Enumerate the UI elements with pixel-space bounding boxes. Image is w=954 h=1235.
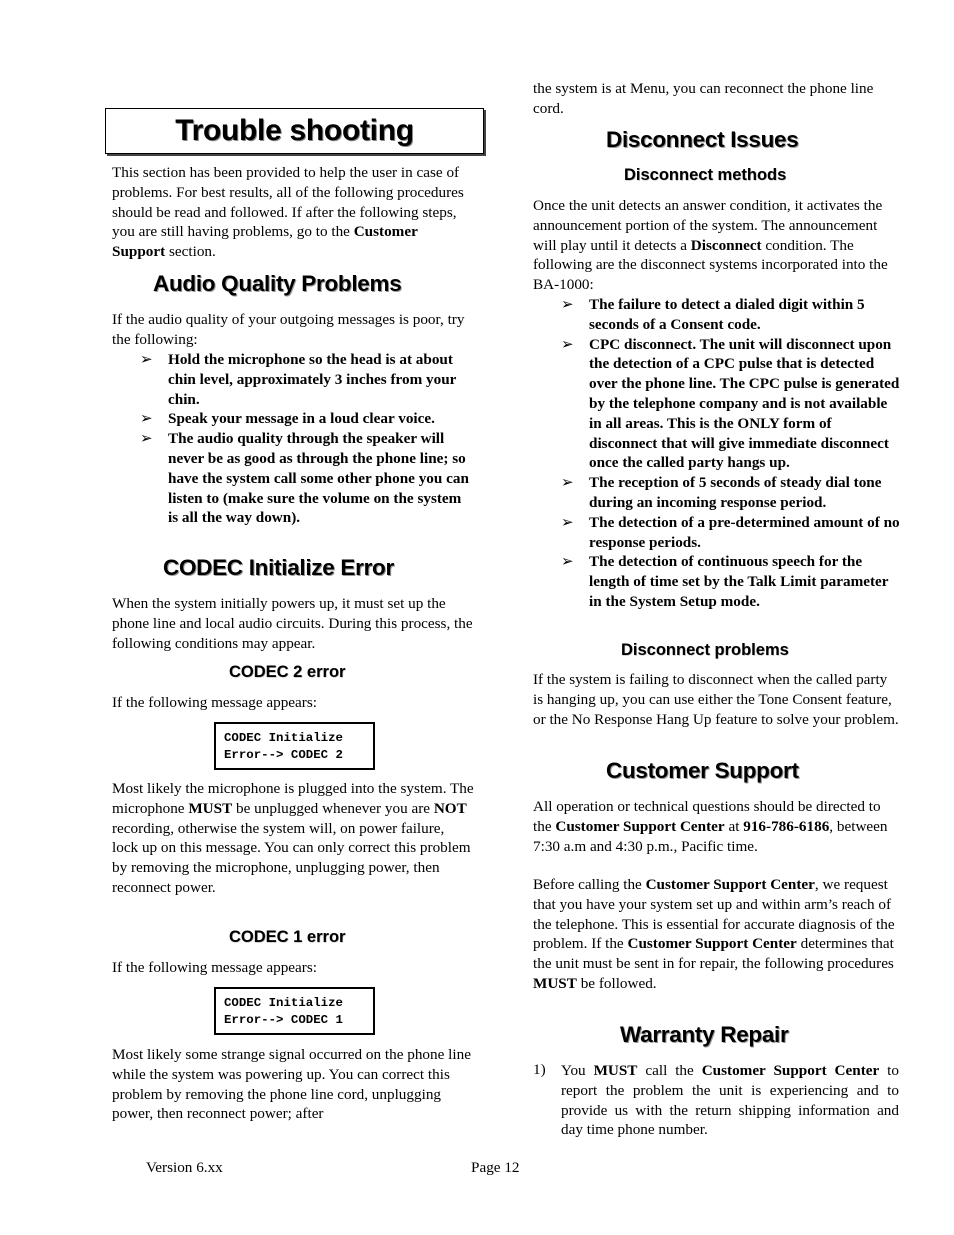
list-item: ➢ The reception of 5 seconds of steady dial tone during an incoming response period. (561, 474, 882, 511)
list-item: ➢ The audio quality through the speaker will never be as good as through the phone line; so have the system call some other phone you can listen to (make sure the volume on the system is all the way down). (140, 430, 469, 527)
arrow-bullet-icon: ➢ (561, 474, 574, 492)
audio-bullet-list (140, 350, 474, 528)
codec1-explanation: Most likely some strange signal occurred on the phone line while the system was powering up. You can correct this problem by removing the phone line cord, unplugging power, then reconnect power; after (112, 1046, 471, 1123)
codec1-line1: CODEC Initialize (224, 996, 343, 1010)
continuation-text: the system is at Menu, you can reconnect the phone line cord. (533, 80, 874, 117)
codec2-explanation: Most likely the microphone is plugged into the system. The microphone MUST be unplugged whenever you are NOT recording, otherwise the system will, on power failure, lock up on this message. You can only correct this problem by removing the microphone, unplugging power, then reconnect power. (112, 780, 474, 896)
disconnect-methods-heading: Disconnect methods (624, 166, 787, 184)
codec-heading: CODEC Initialize Error (163, 555, 394, 580)
disconnect-bullet-list (561, 295, 901, 612)
codec2-line2: Error--> CODEC 2 (224, 747, 343, 762)
warranty-step-1: You MUST call the Customer Support Center to report the problem the unit is experiencing and to provide us with the return shipping information and day time phone number. (561, 1062, 899, 1139)
arrow-bullet-icon: ➢ (561, 553, 574, 571)
arrow-bullet-icon: ➢ (561, 335, 574, 353)
codec2-lead: If the following message appears: (112, 694, 317, 711)
arrow-bullet-icon: ➢ (140, 351, 153, 368)
codec2-heading: CODEC 2 error (229, 663, 346, 681)
arrow-bullet-icon: ➢ (140, 410, 153, 428)
audio-text: If the audio quality of your outgoing messages is poor, try the following: (112, 311, 465, 348)
step-number: 1) (533, 1061, 546, 1078)
disconnect-heading: Disconnect Issues (606, 127, 799, 152)
support-paragraph-1: All operation or technical questions should be directed to the Customer Support Center at 916-786-6186, between 7:30 a.m and 4:30 p.m., Pacific time. (533, 798, 888, 855)
warranty-heading: Warranty Repair (620, 1022, 789, 1047)
support-paragraph-2: Before calling the Customer Support Center, we request that you have your system set up and within arm’s reach of the telephone. This is essential for accurate diagnosis of the problem. If the Customer Support Center determines that the unit must be sent in for repair, the following procedures MUST be followed. (533, 876, 895, 992)
footer-version: Version 6.xx (146, 1159, 223, 1176)
intro-paragraph: This section has been provided to help the user in case of problems. For best results, all of the following procedures should be read and followed. If after the following steps, you are still having problems, go to the Customer Support section. (112, 164, 464, 261)
list-item: ➢ The detection of a pre-determined amount of no response periods. (561, 513, 900, 551)
warranty-steps (533, 1061, 899, 1141)
list-item: ➢ The failure to detect a dialed digit within 5 seconds of a Consent code. (561, 296, 865, 333)
list-item: ➢ Hold the microphone so the head is at about chin level, approximately 3 inches from your chin. (140, 351, 457, 408)
codec2-message-box (214, 722, 375, 770)
codec1-lead: If the following message appears: (112, 959, 317, 976)
list-item: ➢ Speak your message in a loud clear voice. (140, 410, 435, 428)
list-item: ➢ The detection of continuous speech for the length of time set by the Talk Limit parameter in the System Setup mode. (561, 553, 889, 610)
disconnect-problems-heading: Disconnect problems (621, 641, 789, 659)
arrow-bullet-icon: ➢ (140, 430, 153, 448)
footer-page-number: Page 12 (471, 1159, 520, 1176)
codec-text: When the system initially powers up, it must set up the phone line and local audio circuits. During this process, the following conditions may appear. (112, 595, 473, 652)
support-heading: Customer Support (606, 758, 799, 783)
list-item: ➢ CPC disconnect. The unit will disconnect upon the detection of a CPC pulse that is detected over the phone line. The CPC pulse is generated by the telephone company and is not available in all areas. This is the ONLY form of disconnect that will give immediate disconnect once the called party hangs up. (561, 335, 900, 472)
codec1-line2: Error--> CODEC 1 (224, 1012, 343, 1027)
page-title: Trouble shooting (175, 114, 414, 147)
disconnect-problems-text: If the system is failing to disconnect when the called party is hanging up, you can use either the Tone Consent feature, or the No Response Hang Up feature to solve your problem. (533, 671, 899, 728)
title-box (105, 108, 484, 154)
disconnect-methods-text: Once the unit detects an answer condition, it activates the announcement portion of the system. The announcement will play until it detects a Disconnect condition. The following are the disconnect systems incorporated into the BA-1000: (533, 197, 888, 294)
audio-heading: Audio Quality Problems (153, 271, 402, 296)
codec1-message-box (214, 987, 375, 1035)
arrow-bullet-icon: ➢ (561, 296, 574, 313)
arrow-bullet-icon: ➢ (561, 513, 574, 531)
codec1-heading: CODEC 1 error (229, 928, 346, 946)
codec2-line1: CODEC Initialize (224, 731, 343, 745)
